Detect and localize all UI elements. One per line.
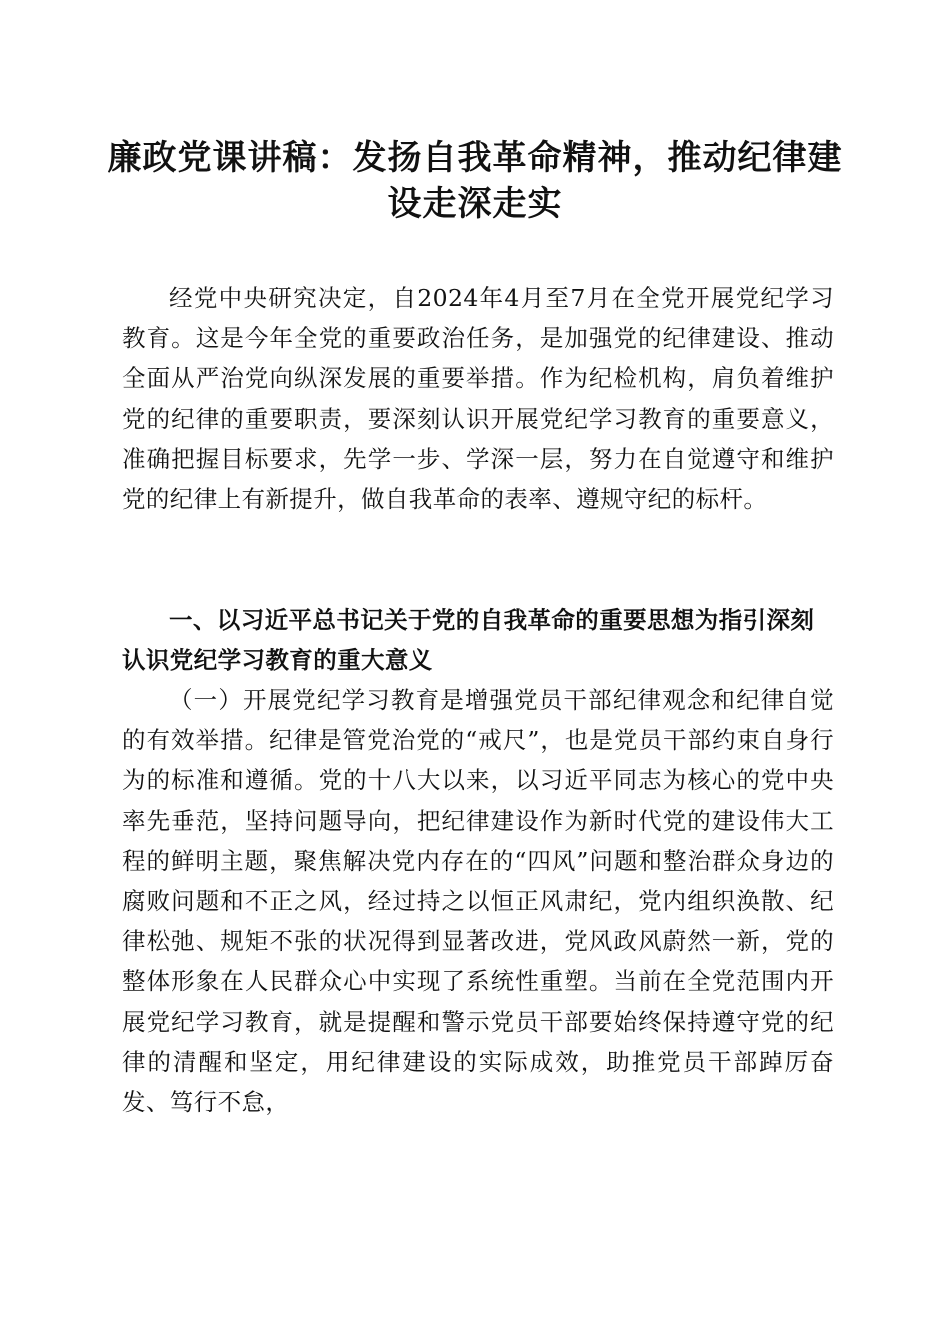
intro-paragraph: 经党中央研究决定，自2024年4月至7月在全党开展党纪学习教育。这是今年全党的重要政治任务，是加强党的纪律建设、推动全面从严治党向纵深发展的重要举措。作为纪检机构，肩负着维护党的纪律的重要职责，要深刻认识开展党纪学习教育的重要意义，准确把握目标要求，先学一步、学深一层，努力在自觉遵守和维护党的纪律上有新提升，做自我革命的表率、遵规守纪的标杆。: [122, 284, 834, 514]
document-title: 廉政党课讲稿：发扬自我革命精神，推动纪律建设走深走实: [107, 138, 843, 224]
subsection-paragraph: （一）开展党纪学习教育是增强党员干部纪律观念和纪律自觉的有效举措。纪律是管党治党的“戒尺”，也是党员干部约束自身行为的标准和遵循。党的十八大以来，以习近平同志为核心的党中央率先垂范，坚持问题导向，把纪律建设作为新时代党的建设伟大工程的鲜明主题，聚焦解决党内存在的“四风”问题和整治群众身边的腐败问题和不正之风，经过持之以恒正风肃纪，党内组织涣散、纪律松弛、规矩不张的状况得到显著改进，党风政风蔚然一新，党的整体形象在人民群众心中实现了系统性重塑。当前在全党范围内开展党纪学习教育，就是提醒和警示党员干部要始终保持遵守党的纪律的清醒和坚定，用纪律建设的实际成效，助推党员干部踔厉奋发、笃行不怠，: [122, 686, 834, 1117]
section-heading: 一、以习近平总书记关于党的自我革命的重要思想为指引深刻认识党纪学习教育的重大意义: [122, 606, 815, 675]
